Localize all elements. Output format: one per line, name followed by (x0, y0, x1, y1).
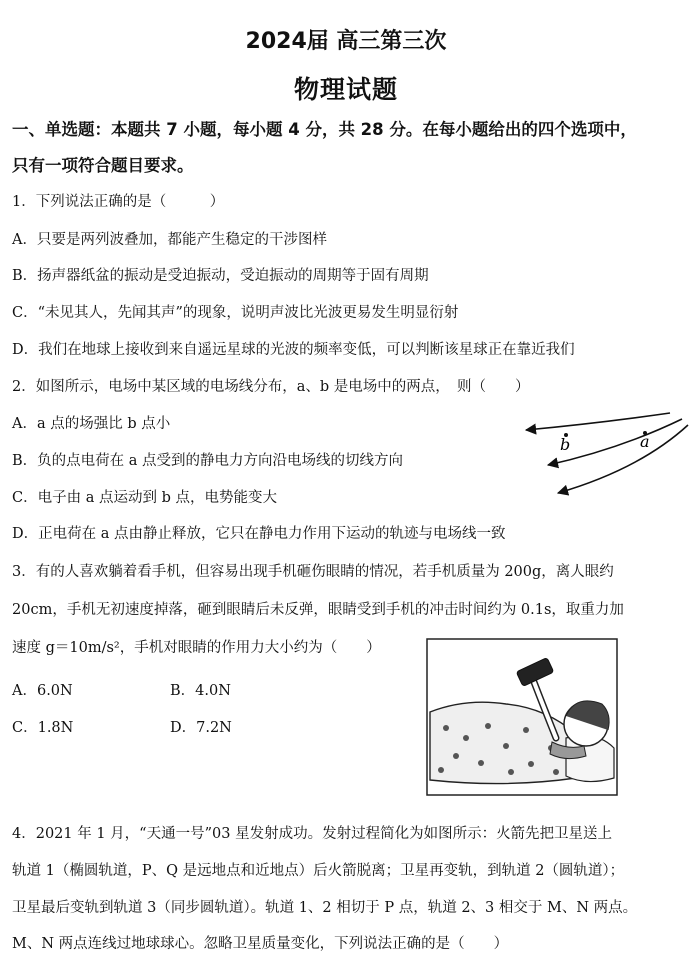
electric-field-figure (520, 405, 692, 507)
q2-stem: 2．如图所示，电场中某区域的电场线分布，a、b 是电场中的两点， 则（ ） (12, 379, 530, 395)
q2-option-d: D．正电荷在 a 点由静止释放，它只在静电力作用下运动的轨迹与电场线一致 (12, 526, 506, 542)
q3-line2: 20cm，手机无初速度掉落，砸到眼睛后未反弹，眼睛受到手机的冲击时间约为 0.1s，取重力加 (12, 602, 624, 618)
field-line-1 (526, 413, 670, 430)
q3-option-a: A．6.0N (12, 683, 73, 699)
q4-line3: 卫星最后变轨到轨道 3（同步圆轨道）。轨道 1、2 相切于 P 点，轨道 2、3 相交于 M、N 两点。 (12, 900, 638, 916)
q3-line1: 3．有的人喜欢躺着看手机，但容易出现手机砸伤眼睛的情况，若手机质量为 200g，离人眼约 (12, 564, 614, 580)
q2-option-b: B．负的点电荷在 a 点受到的静电力方向沿电场线的切线方向 (12, 453, 404, 469)
q2-option-c: C．电子由 a 点运动到 b 点，电势能变大 (12, 490, 277, 506)
section-heading-line1: 一、单选题：本题共 7 小题，每小题 4 分，共 28 分。在每小题给出的四个选项中， (12, 120, 637, 139)
q1-option-d: D．我们在地球上接收到来自遥远星球的光波的频率变低，可以判断该星球正在靠近我们 (12, 342, 575, 358)
q4-line2: 轨道 1（椭圆轨道，P、Q 是远地点和近地点）后火箭脱离；卫星再变轨，到轨道 2（圆轨道）； (12, 863, 625, 879)
q1-option-b: B．扬声器纸盆的振动是受迫振动，受迫振动的周期等于固有周期 (12, 268, 429, 284)
q1-option-c: C．“未见其人，先闻其声”的现象，说明声波比光波更易发生明显衍射 (12, 305, 459, 321)
label-a: a (640, 432, 650, 451)
q4-line1: 4．2021 年 1 月，“天通一号”03 星发射成功。发射过程简化为如图所示：火箭先把卫星送上 (12, 826, 613, 842)
q3-option-d: D．7.2N (170, 720, 232, 736)
q4-line4: M、N 两点连线过地球球心。忽略卫星质量变化，下列说法正确的是（ ） (12, 936, 509, 952)
q1-option-a: A．只要是两列波叠加，都能产生稳定的干涉图样 (12, 232, 327, 248)
q3-line3: 速度 g＝10m/s²，手机对眼睛的作用力大小约为（ ） (12, 640, 381, 656)
q3-option-c: C．1.8N (12, 720, 74, 736)
section-heading-line2: 只有一项符合题目要求。 (12, 156, 194, 175)
q3-option-b: B．4.0N (170, 683, 231, 699)
q1-stem: 1．下列说法正确的是（ ） (12, 194, 225, 210)
exam-subtitle: 物理试题 (293, 75, 398, 104)
exam-title: 2024届 高三第三次 (245, 29, 447, 54)
field-line-3 (558, 425, 688, 493)
phone-in-bed-illustration (426, 638, 618, 796)
q2-option-a: A．a 点的场强比 b 点小 (12, 416, 171, 432)
label-b: b (560, 435, 571, 454)
